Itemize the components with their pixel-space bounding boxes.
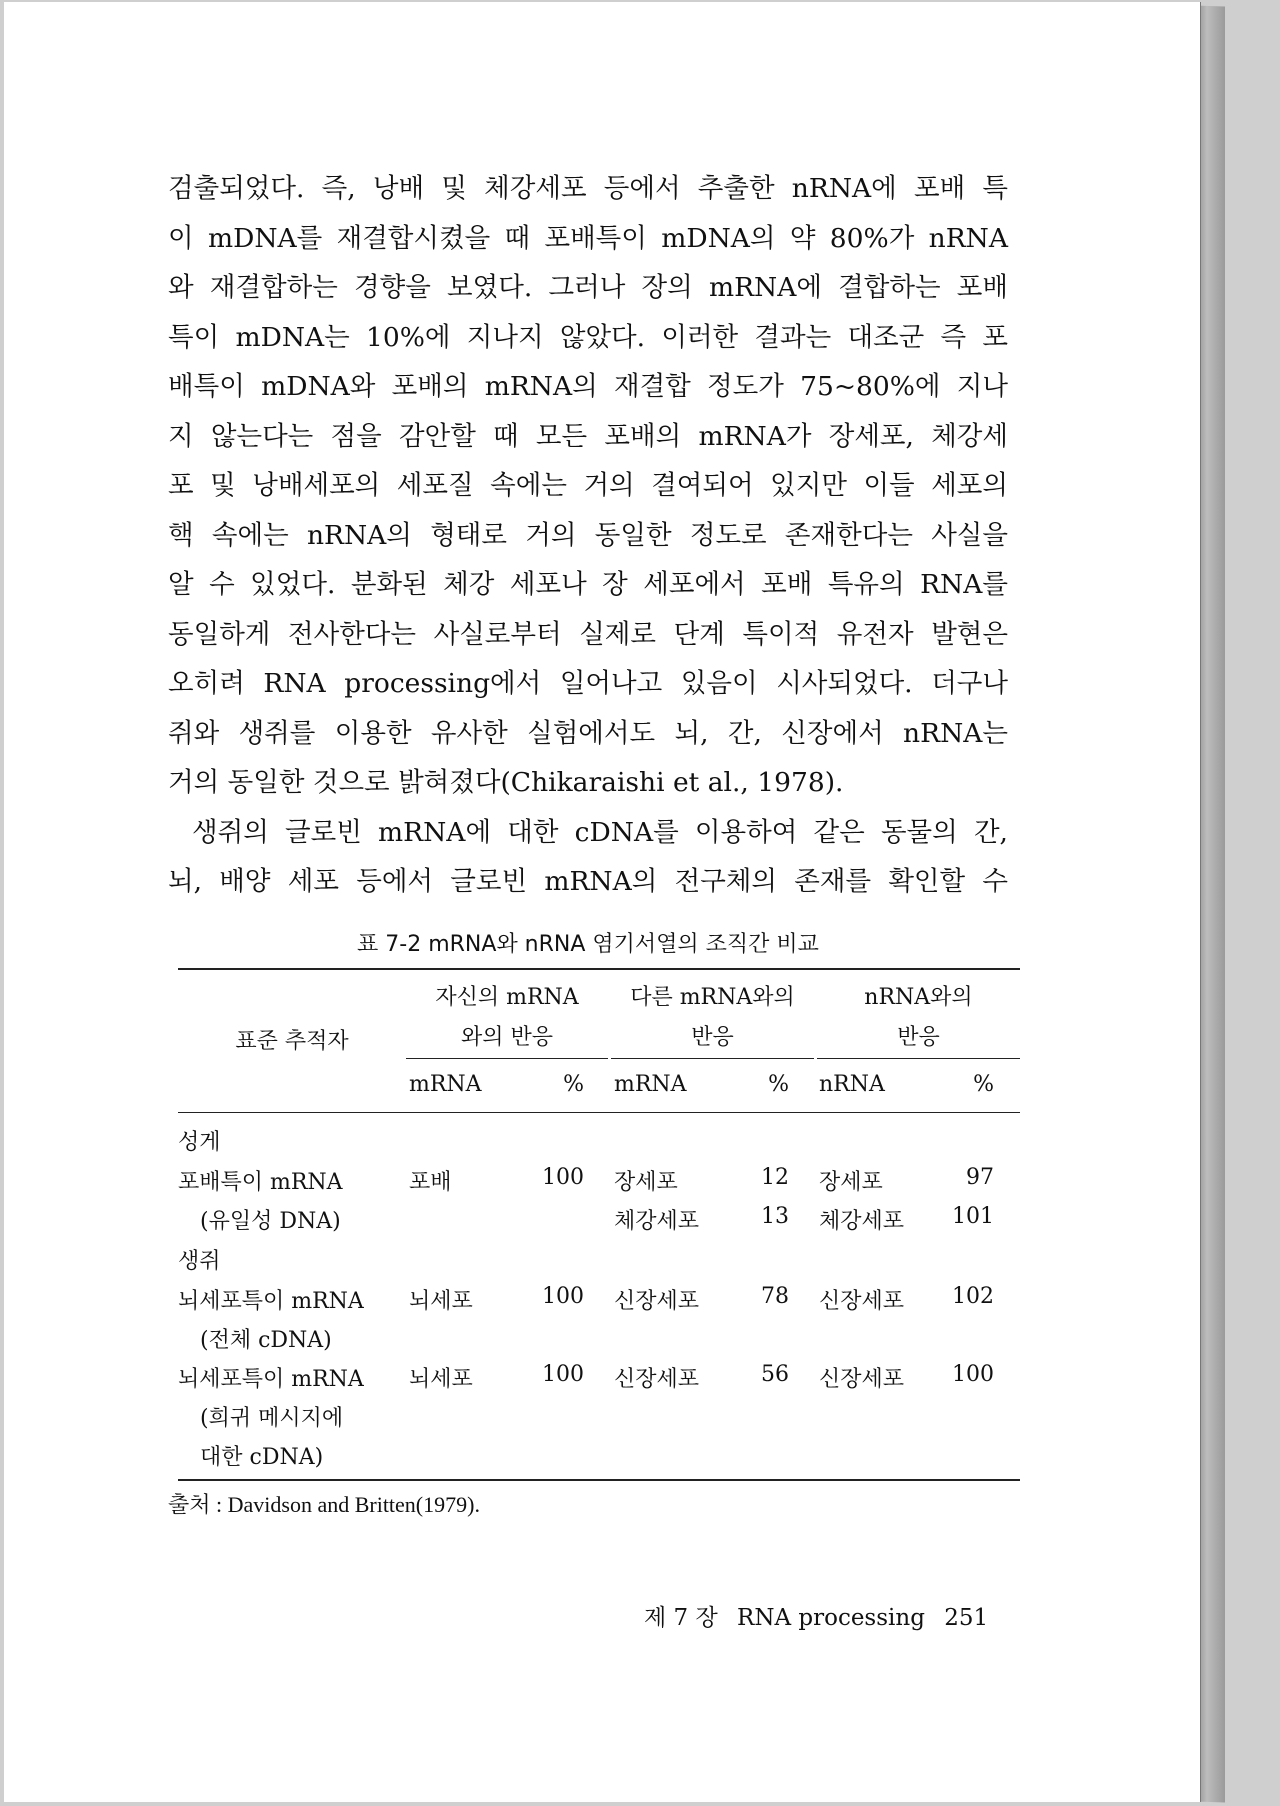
row-other-pct: 12: [761, 1165, 789, 1190]
header-other-line1: 다른 mRNA와의: [630, 985, 795, 1010]
row-probe: 뇌세포특이 mRNA: [178, 1289, 364, 1314]
row-probe: 뇌세포특이 mRNA: [178, 1367, 364, 1392]
group-rule-nrna: [817, 1058, 1020, 1059]
row-nrna-tissue: 체강세포: [819, 1209, 905, 1234]
row-probe: 포배특이 mRNA: [178, 1170, 343, 1195]
row-other-tissue: 체강세포: [614, 1209, 700, 1234]
body-line: 배특이 mDNA와 포배의 mRNA의 재결합 정도가 75~80%에 지나: [168, 371, 1008, 402]
header-nrna-line2: 반응: [897, 1025, 940, 1050]
header-nrna-line1: nRNA와의: [864, 985, 973, 1010]
body-line: 거의 동일한 것으로 밝혀졌다(Chikaraishi et al., 1978).: [168, 767, 844, 798]
row-nrna-pct: 102: [952, 1284, 994, 1309]
row-own-tissue: 뇌세포: [409, 1289, 473, 1314]
page-number: 251: [944, 1605, 989, 1631]
table-header-rule: [178, 1112, 1020, 1113]
subheader-nrna-pct: %: [973, 1072, 994, 1097]
footer-chapter: 제 7 장: [644, 1605, 718, 1631]
body-line: 포 및 낭배세포의 세포질 속에는 거의 결여되어 있지만 이들 세포의: [168, 470, 1008, 501]
body-line: 생쥐의 글로빈 mRNA에 대한 cDNA를 이용하여 같은 동물의 간,: [192, 816, 1008, 848]
body-line: 뇌, 배양 세포 등에서 글로빈 mRNA의 전구체의 존재를 확인할 수: [168, 866, 1008, 897]
row-nrna-tissue: 장세포: [819, 1170, 883, 1195]
row-group-label: 생쥐: [178, 1249, 221, 1274]
body-line: 와 재결합하는 경향을 보였다. 그러나 장의 mRNA에 결합하는 포배: [168, 272, 1008, 303]
group-rule-other: [611, 1058, 814, 1059]
body-line: 동일하게 전사한다는 사실로부터 실제로 단계 특이적 유전자 발현은: [168, 618, 1008, 650]
body-line: 알 수 있었다. 분화된 체강 세포나 장 세포에서 포배 특유의 RNA를: [168, 569, 1008, 600]
row-nrna-tissue: 신장세포: [819, 1367, 905, 1392]
table-caption: 표 7-2 mRNA와 nRNA 염기서열의 조직간 비교: [357, 932, 819, 957]
row-other-pct: 56: [761, 1362, 789, 1387]
body-line: 쥐와 생쥐를 이용한 유사한 실험에서도 뇌, 간, 신장에서 nRNA는: [168, 717, 1008, 749]
header-other-line2: 반응: [691, 1025, 734, 1050]
subheader-own-mrna: mRNA: [409, 1072, 482, 1097]
subheader-other-pct: %: [768, 1072, 789, 1097]
body-line: 이 mDNA를 재결합시켰을 때 포배특이 mDNA의 약 80%가 nRNA: [168, 222, 1008, 254]
table-bottom-rule: [178, 1479, 1020, 1481]
row-own-pct: 100: [542, 1165, 584, 1190]
row-other-tissue: 신장세포: [614, 1367, 700, 1392]
body-line: 오히려 RNA processing에서 일어나고 있음이 시사되었다. 더구나: [168, 668, 1008, 699]
subheader-own-pct: %: [563, 1072, 584, 1097]
row-own-pct: 100: [542, 1362, 584, 1387]
group-rule-own: [406, 1058, 608, 1059]
body-line: 검출되었다. 즉, 낭배 및 체강세포 등에서 추출한 nRNA에 포배 특: [168, 173, 1008, 204]
row-other-pct: 78: [761, 1284, 789, 1309]
body-text: [168, 164, 1008, 907]
table-source: 출처 : Davidson and Britten(1979).: [168, 1492, 480, 1517]
row-own-pct: 100: [542, 1284, 584, 1309]
running-footer: [644, 1599, 1000, 1632]
row-probe-note: 대한 cDNA): [200, 1445, 324, 1470]
row-other-pct: 13: [761, 1204, 789, 1229]
book-page: [4, 2, 1201, 1802]
header-own-line2: 와의 반응: [460, 1025, 553, 1050]
row-probe-note: (전체 cDNA): [200, 1328, 332, 1353]
header-probe: 표준 추적자: [235, 1029, 349, 1054]
row-nrna-pct: 101: [952, 1204, 994, 1229]
row-group-label: 성게: [178, 1130, 221, 1155]
row-own-tissue: 포배: [409, 1170, 452, 1195]
row-probe-note: (희귀 메시지에: [200, 1406, 344, 1431]
footer-title: RNA processing: [737, 1605, 925, 1631]
row-other-tissue: 신장세포: [614, 1289, 700, 1314]
body-line: 특이 mDNA는 10%에 지나지 않았다. 이러한 결과는 대조군 즉 포: [168, 321, 1008, 353]
subheader-nrna: nRNA: [819, 1072, 885, 1097]
row-other-tissue: 장세포: [614, 1170, 678, 1195]
body-line: 지 않는다는 점을 감안할 때 모든 포배의 mRNA가 장세포, 체강세: [168, 420, 1008, 452]
header-own-line1: 자신의 mRNA: [435, 985, 579, 1010]
table-top-rule: [178, 968, 1020, 970]
body-line: 핵 속에는 nRNA의 형태로 거의 동일한 정도로 존재한다는 사실을: [168, 519, 1008, 551]
row-nrna-tissue: 신장세포: [819, 1289, 905, 1314]
row-own-tissue: 뇌세포: [409, 1367, 473, 1392]
subheader-other-mrna: mRNA: [614, 1072, 687, 1097]
row-nrna-pct: 100: [952, 1362, 994, 1387]
row-nrna-pct: 97: [966, 1165, 994, 1190]
row-probe-note: (유일성 DNA): [200, 1209, 341, 1234]
